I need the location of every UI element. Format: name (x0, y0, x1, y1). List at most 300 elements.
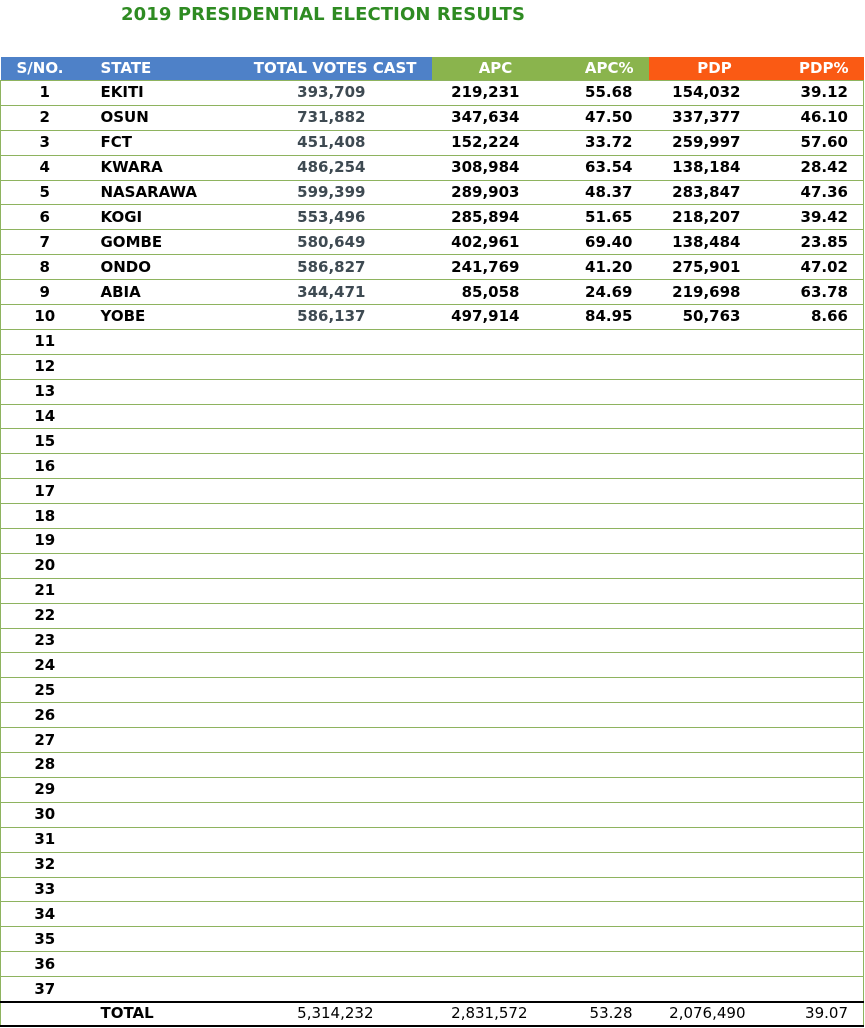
table-row (1, 952, 864, 977)
cell-apc-pct (560, 852, 649, 877)
cell-apc: 308,984 (432, 155, 560, 180)
cell-total-votes: 451,408 (220, 130, 432, 155)
cell-pdp-pct: 57.60 (781, 130, 864, 155)
cell-apc-pct: 84.95 (560, 305, 649, 330)
cell-state (89, 653, 220, 678)
cell-pdp: 219,698 (649, 280, 781, 305)
cell-apc-pct (560, 703, 649, 728)
cell-pdp-pct (781, 354, 864, 379)
cell-total-votes (220, 504, 432, 529)
table-row (1, 529, 864, 554)
cell-pdp: 50,763 (649, 305, 781, 330)
table-row (1, 180, 864, 205)
cell-apc-pct: 51.65 (560, 205, 649, 230)
cell-pdp (649, 379, 781, 404)
cell-apc-pct (560, 578, 649, 603)
cell-pdp (649, 952, 781, 977)
cell-pdp (649, 852, 781, 877)
cell-state (89, 902, 220, 927)
table-row (1, 230, 864, 255)
cell-total-votes: 393,709 (220, 81, 432, 106)
header-apc: APC (432, 57, 560, 81)
total-sno-cell (1, 1002, 89, 1026)
cell-apc (432, 454, 560, 479)
header-pdp-pct: PDP% (781, 57, 864, 81)
cell-total-votes (220, 753, 432, 778)
cell-sno: 24 (1, 653, 89, 678)
cell-pdp-pct: 39.12 (781, 81, 864, 106)
cell-pdp (649, 902, 781, 927)
cell-apc (432, 504, 560, 529)
cell-sno: 5 (1, 180, 89, 205)
results-table (0, 57, 864, 1027)
cell-total-votes (220, 678, 432, 703)
cell-total-votes (220, 479, 432, 504)
cell-apc-pct (560, 753, 649, 778)
cell-state (89, 728, 220, 753)
table-row (1, 703, 864, 728)
cell-pdp (649, 927, 781, 952)
cell-pdp (649, 578, 781, 603)
cell-apc: 241,769 (432, 255, 560, 280)
cell-pdp-pct (781, 902, 864, 927)
cell-state (89, 777, 220, 802)
cell-sno: 12 (1, 354, 89, 379)
cell-apc-pct (560, 479, 649, 504)
cell-total-votes (220, 902, 432, 927)
cell-pdp (649, 753, 781, 778)
cell-state (89, 354, 220, 379)
table-row (1, 977, 864, 1002)
cell-pdp-pct: 28.42 (781, 155, 864, 180)
cell-total-votes (220, 529, 432, 554)
cell-apc (432, 753, 560, 778)
table-row (1, 628, 864, 653)
cell-state (89, 927, 220, 952)
table-row (1, 479, 864, 504)
cell-apc (432, 777, 560, 802)
table-row (1, 852, 864, 877)
cell-state: YOBE (89, 305, 220, 330)
cell-apc: 85,058 (432, 280, 560, 305)
cell-state: ABIA (89, 280, 220, 305)
cell-pdp-pct (781, 952, 864, 977)
total-pdp-pct: 39.07 (781, 1002, 864, 1026)
cell-pdp-pct (781, 703, 864, 728)
cell-sno: 31 (1, 827, 89, 852)
cell-pdp: 275,901 (649, 255, 781, 280)
cell-apc-pct (560, 952, 649, 977)
cell-apc: 402,961 (432, 230, 560, 255)
cell-apc-pct (560, 977, 649, 1002)
cell-state: FCT (89, 130, 220, 155)
cell-apc-pct: 47.50 (560, 105, 649, 130)
table-row (1, 728, 864, 753)
table-row (1, 379, 864, 404)
cell-sno: 2 (1, 105, 89, 130)
total-apc-pct: 53.28 (560, 1002, 649, 1026)
cell-pdp-pct (781, 553, 864, 578)
cell-pdp: 283,847 (649, 180, 781, 205)
cell-apc (432, 653, 560, 678)
cell-pdp-pct (781, 877, 864, 902)
cell-state: EKITI (89, 81, 220, 106)
cell-apc: 285,894 (432, 205, 560, 230)
table-row (1, 305, 864, 330)
cell-state (89, 379, 220, 404)
cell-pdp: 218,207 (649, 205, 781, 230)
cell-pdp-pct (781, 329, 864, 354)
cell-sno: 34 (1, 902, 89, 927)
cell-sno: 32 (1, 852, 89, 877)
cell-state (89, 952, 220, 977)
total-votes-cast: 5,314,232 (220, 1002, 432, 1026)
table-row (1, 653, 864, 678)
cell-total-votes (220, 354, 432, 379)
cell-sno: 9 (1, 280, 89, 305)
total-pdp: 2,076,490 (649, 1002, 781, 1026)
cell-sno: 22 (1, 603, 89, 628)
cell-sno: 6 (1, 205, 89, 230)
cell-pdp (649, 728, 781, 753)
cell-pdp (649, 479, 781, 504)
cell-apc-pct (560, 329, 649, 354)
table-row (1, 927, 864, 952)
cell-apc (432, 404, 560, 429)
cell-apc (432, 628, 560, 653)
cell-total-votes: 580,649 (220, 230, 432, 255)
cell-pdp-pct (781, 429, 864, 454)
cell-pdp (649, 429, 781, 454)
total-apc: 2,831,572 (432, 1002, 560, 1026)
cell-sno: 30 (1, 802, 89, 827)
cell-pdp (649, 628, 781, 653)
cell-total-votes (220, 653, 432, 678)
cell-state (89, 703, 220, 728)
cell-state (89, 504, 220, 529)
cell-pdp-pct (781, 454, 864, 479)
table-row (1, 429, 864, 454)
cell-total-votes (220, 703, 432, 728)
cell-apc (432, 479, 560, 504)
cell-pdp: 337,377 (649, 105, 781, 130)
cell-total-votes: 731,882 (220, 105, 432, 130)
cell-apc (432, 329, 560, 354)
table-row (1, 404, 864, 429)
cell-apc-pct (560, 354, 649, 379)
cell-state (89, 852, 220, 877)
table-row (1, 280, 864, 305)
table-row (1, 777, 864, 802)
cell-apc-pct (560, 404, 649, 429)
cell-apc-pct (560, 728, 649, 753)
cell-apc (432, 952, 560, 977)
cell-state (89, 553, 220, 578)
cell-sno: 11 (1, 329, 89, 354)
cell-pdp-pct (781, 852, 864, 877)
table-header (1, 57, 864, 81)
cell-total-votes (220, 553, 432, 578)
cell-state: GOMBE (89, 230, 220, 255)
cell-sno: 29 (1, 777, 89, 802)
cell-apc-pct (560, 379, 649, 404)
cell-apc-pct (560, 603, 649, 628)
cell-apc-pct (560, 529, 649, 554)
cell-pdp: 138,184 (649, 155, 781, 180)
cell-apc (432, 603, 560, 628)
cell-pdp-pct: 23.85 (781, 230, 864, 255)
total-label: TOTAL (89, 1002, 220, 1026)
cell-pdp-pct (781, 827, 864, 852)
cell-sno: 28 (1, 753, 89, 778)
table-row (1, 877, 864, 902)
cell-total-votes: 486,254 (220, 155, 432, 180)
table-row (1, 678, 864, 703)
cell-total-votes (220, 802, 432, 827)
table-row (1, 105, 864, 130)
cell-state (89, 877, 220, 902)
cell-pdp-pct: 46.10 (781, 105, 864, 130)
cell-pdp-pct (781, 927, 864, 952)
cell-pdp-pct (781, 653, 864, 678)
cell-pdp (649, 454, 781, 479)
cell-pdp (649, 404, 781, 429)
cell-sno: 27 (1, 728, 89, 753)
cell-pdp-pct (781, 379, 864, 404)
cell-apc-pct: 69.40 (560, 230, 649, 255)
table-row (1, 329, 864, 354)
cell-total-votes (220, 952, 432, 977)
cell-pdp (649, 827, 781, 852)
cell-apc: 497,914 (432, 305, 560, 330)
cell-total-votes (220, 429, 432, 454)
cell-sno: 4 (1, 155, 89, 180)
cell-apc: 289,903 (432, 180, 560, 205)
header-state: STATE (89, 57, 220, 81)
cell-total-votes: 586,827 (220, 255, 432, 280)
header-pdp: PDP (649, 57, 781, 81)
cell-total-votes (220, 728, 432, 753)
cell-apc (432, 852, 560, 877)
cell-total-votes (220, 329, 432, 354)
cell-pdp-pct (781, 777, 864, 802)
cell-sno: 20 (1, 553, 89, 578)
cell-apc (432, 927, 560, 952)
cell-total-votes (220, 877, 432, 902)
cell-apc-pct (560, 454, 649, 479)
cell-pdp-pct (781, 504, 864, 529)
cell-apc-pct (560, 827, 649, 852)
cell-state: ONDO (89, 255, 220, 280)
cell-pdp-pct (781, 578, 864, 603)
cell-apc-pct: 55.68 (560, 81, 649, 106)
cell-state (89, 578, 220, 603)
cell-sno: 21 (1, 578, 89, 603)
cell-pdp-pct (781, 802, 864, 827)
cell-state (89, 429, 220, 454)
cell-apc (432, 578, 560, 603)
cell-apc-pct (560, 504, 649, 529)
table-row (1, 81, 864, 106)
cell-state (89, 753, 220, 778)
cell-total-votes (220, 977, 432, 1002)
cell-sno: 10 (1, 305, 89, 330)
cell-pdp (649, 529, 781, 554)
cell-total-votes (220, 852, 432, 877)
cell-total-votes: 344,471 (220, 280, 432, 305)
cell-pdp (649, 553, 781, 578)
cell-total-votes (220, 777, 432, 802)
cell-sno: 17 (1, 479, 89, 504)
cell-pdp: 259,997 (649, 130, 781, 155)
cell-apc-pct (560, 653, 649, 678)
cell-sno: 35 (1, 927, 89, 952)
cell-state: OSUN (89, 105, 220, 130)
cell-state: KOGI (89, 205, 220, 230)
cell-apc (432, 379, 560, 404)
cell-state (89, 802, 220, 827)
table-body (1, 81, 864, 1002)
cell-state (89, 678, 220, 703)
cell-total-votes: 599,399 (220, 180, 432, 205)
cell-pdp (649, 802, 781, 827)
header-row (1, 57, 864, 81)
cell-total-votes: 586,137 (220, 305, 432, 330)
total-row (1, 1002, 864, 1026)
cell-apc-pct (560, 553, 649, 578)
cell-apc (432, 877, 560, 902)
table-row (1, 827, 864, 852)
cell-apc-pct (560, 877, 649, 902)
cell-pdp-pct (781, 977, 864, 1002)
table-row (1, 255, 864, 280)
cell-pdp (649, 678, 781, 703)
table-row (1, 578, 864, 603)
cell-pdp (649, 703, 781, 728)
cell-apc: 219,231 (432, 81, 560, 106)
cell-total-votes (220, 379, 432, 404)
cell-pdp-pct (781, 529, 864, 554)
cell-pdp (649, 504, 781, 529)
table-row (1, 205, 864, 230)
cell-state (89, 827, 220, 852)
cell-sno: 14 (1, 404, 89, 429)
cell-pdp-pct: 8.66 (781, 305, 864, 330)
cell-apc-pct: 41.20 (560, 255, 649, 280)
cell-apc (432, 553, 560, 578)
cell-total-votes (220, 827, 432, 852)
cell-sno: 33 (1, 877, 89, 902)
cell-pdp (649, 977, 781, 1002)
cell-pdp (649, 777, 781, 802)
cell-total-votes (220, 404, 432, 429)
cell-apc: 152,224 (432, 130, 560, 155)
cell-sno: 16 (1, 454, 89, 479)
page-title: 2019 PRESIDENTIAL ELECTION RESULTS (121, 4, 526, 25)
table-row (1, 553, 864, 578)
header-sno: S/NO. (1, 57, 89, 81)
cell-total-votes (220, 628, 432, 653)
cell-apc-pct: 24.69 (560, 280, 649, 305)
cell-sno: 3 (1, 130, 89, 155)
cell-sno: 36 (1, 952, 89, 977)
table-row (1, 504, 864, 529)
cell-state (89, 628, 220, 653)
cell-total-votes (220, 454, 432, 479)
cell-apc-pct (560, 777, 649, 802)
cell-pdp: 138,484 (649, 230, 781, 255)
cell-state (89, 529, 220, 554)
cell-pdp-pct (781, 678, 864, 703)
cell-state: KWARA (89, 155, 220, 180)
table-row (1, 802, 864, 827)
cell-pdp-pct: 63.78 (781, 280, 864, 305)
cell-apc (432, 678, 560, 703)
cell-pdp (649, 329, 781, 354)
cell-sno: 15 (1, 429, 89, 454)
cell-sno: 18 (1, 504, 89, 529)
cell-apc-pct: 33.72 (560, 130, 649, 155)
cell-apc (432, 429, 560, 454)
cell-sno: 8 (1, 255, 89, 280)
cell-apc-pct (560, 628, 649, 653)
cell-apc (432, 902, 560, 927)
cell-state (89, 479, 220, 504)
cell-pdp-pct (781, 479, 864, 504)
cell-total-votes (220, 927, 432, 952)
cell-sno: 25 (1, 678, 89, 703)
cell-apc-pct (560, 927, 649, 952)
table-footer (1, 1002, 864, 1026)
cell-pdp: 154,032 (649, 81, 781, 106)
cell-total-votes: 553,496 (220, 205, 432, 230)
cell-sno: 13 (1, 379, 89, 404)
cell-apc-pct (560, 429, 649, 454)
header-total-votes: TOTAL VOTES CAST (220, 57, 432, 81)
cell-sno: 26 (1, 703, 89, 728)
cell-pdp (649, 877, 781, 902)
cell-apc-pct: 63.54 (560, 155, 649, 180)
cell-apc (432, 703, 560, 728)
cell-apc (432, 802, 560, 827)
cell-pdp (649, 653, 781, 678)
cell-apc-pct (560, 802, 649, 827)
cell-state (89, 977, 220, 1002)
cell-state (89, 404, 220, 429)
cell-pdp-pct: 39.42 (781, 205, 864, 230)
table-row (1, 354, 864, 379)
cell-state (89, 454, 220, 479)
cell-pdp-pct (781, 628, 864, 653)
cell-apc: 347,634 (432, 105, 560, 130)
cell-apc-pct (560, 678, 649, 703)
cell-apc (432, 827, 560, 852)
cell-total-votes (220, 603, 432, 628)
cell-sno: 19 (1, 529, 89, 554)
cell-state: NASARAWA (89, 180, 220, 205)
cell-total-votes (220, 578, 432, 603)
cell-apc (432, 728, 560, 753)
cell-apc (432, 529, 560, 554)
cell-pdp-pct: 47.02 (781, 255, 864, 280)
table-row (1, 902, 864, 927)
cell-apc (432, 977, 560, 1002)
header-apc-pct: APC% (560, 57, 649, 81)
table-row (1, 753, 864, 778)
cell-pdp-pct (781, 728, 864, 753)
cell-sno: 1 (1, 81, 89, 106)
table-row (1, 155, 864, 180)
